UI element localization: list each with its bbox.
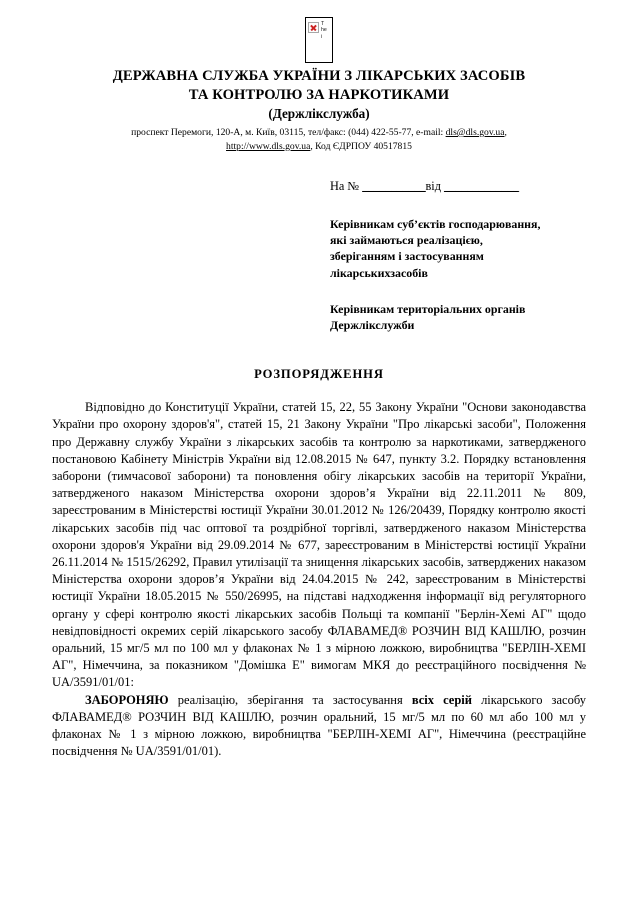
reference-line [0,178,638,194]
organization-name-line2: ТА КОНТРОЛЮ ЗА НАРКОТИКАМИ [188,86,450,103]
edrpou-code: , Код ЄДРПОУ 40517815 [310,140,412,152]
reference-number-blank[interactable]: ___________ [362,179,426,193]
addressee-line: Керівникам суб’єктів господарювання, [330,217,541,231]
broken-image-placeholder [305,17,333,63]
organization-short-name: (Держлікслужба) [268,106,370,121]
prohibition-mid-text: реалізацію, зберігання та застосування [168,692,412,707]
email-link[interactable]: dls@dls.gov.ua [445,127,505,138]
reference-label-number: На № [330,179,360,193]
document-body [52,399,586,760]
addressee-block-businesses [0,216,638,281]
website-link[interactable]: http://www.dls.gov.ua [226,140,311,152]
all-series-keyword: всіх серій [411,692,472,707]
reference-date-blank[interactable]: _____________ [444,179,519,193]
prohibition-tail-text: лікарського засобу ФЛАВАМЕД® РОЗЧИН ВІД КАШЛЮ, розчин оральний, 15 мг/5 мл по 60 мл або 100 мл у флаконах № 1 з мірною ложкою, виробництва "БЕРЛІН-ХЕМІ АГ", Німеччина (реєстраційне посвідчення № UA/3591/01/01). [52,692,586,759]
addressee-line: лікарськихзасобів [330,265,428,280]
postal-address: проспект Перемоги, 120-А, м. Київ, 03115, тел/факс: (044) 422-55-77, e-mail: [131,127,446,138]
organization-name-line1: ДЕРЖАВНА СЛУЖБА УКРАЇНИ З ЛІКАРСЬКИХ ЗАСОБІВ [112,68,526,84]
body-paragraph-preamble: Відповідно до Конституції України, статей 15, 22, 55 Закону України "Основи законодавства України про охорону здоров'я", статей 15, 21 Закону України "Про лікарські засоби", Положення про Державну службу України з лікарських засобів та контролю за наркотиками, затвердженого постановою Кабінету Міністрів України від 12.08.2015 № 647, пункту 3.2. Порядку встановлення заборони (тимчасової заборони) та поновлення обігу лікарських засобів на території України, затвердженого наказом Міністерства охорони здоров’я України від 22.11.2011 № 809, зареєстрованим в Міністерстві юстиції України 30.01.2012 № 126/20439, Порядку контролю якості лікарських засобів під час оптової та роздрібної торгівлі, затвердженого наказом Міністерства охорони здоров'я України від 29.09.2014 № 677, зареєстрованим в Міністерстві юстиції України 26.11.2014 № 1515/26292, Правил утилізації та знищення лікарських засобів, затверджених наказом Міністерства охорони здоров’я України від 24.04.2015 № 242, зареєстрованим в Міністерстві юстиції України 18.05.2015 № 550/26995, на підставі надходження інформації від регуляторного органу у сфері контролю якості лікарських засобів Польщі та компанії "Берлін-Хемі АГ" щодо невідповідності окремих серій лікарського засобу ФЛАВАМЕД® РОЗЧИН ВІД КАШЛЮ, розчин оральний, 15 мг/5 мл по 100 мл у флаконах № 1 з мірною ложкою, виробництва "БЕРЛІН-ХЕМІ АГ", Німеччина, за показником "Домішка Е" вимогам МКЯ до реєстраційного посвідчення № UA/3591/01/01: [52,400,586,690]
reference-label-date: від [425,179,441,193]
addressee-line: Керівникам територіальних органів [330,301,526,316]
address-comma: , [504,127,507,138]
addressee-line: Держлікслужби [330,318,415,333]
logo-area [0,0,638,63]
addressee-line: зберіганням і застосуванням [330,249,484,264]
contact-details [0,126,638,153]
prohibition-keyword: ЗАБОРОНЯЮ [85,692,169,707]
addressee-line: які займаються реалізацією, [330,233,483,248]
letterhead [0,67,638,153]
broken-image-alt-text: The i [321,21,327,40]
document-title: РОЗПОРЯДЖЕННЯ [254,367,384,382]
addressee-block-territorial-bodies [0,301,638,333]
broken-image-icon [308,22,319,33]
body-paragraph-order [52,692,586,761]
